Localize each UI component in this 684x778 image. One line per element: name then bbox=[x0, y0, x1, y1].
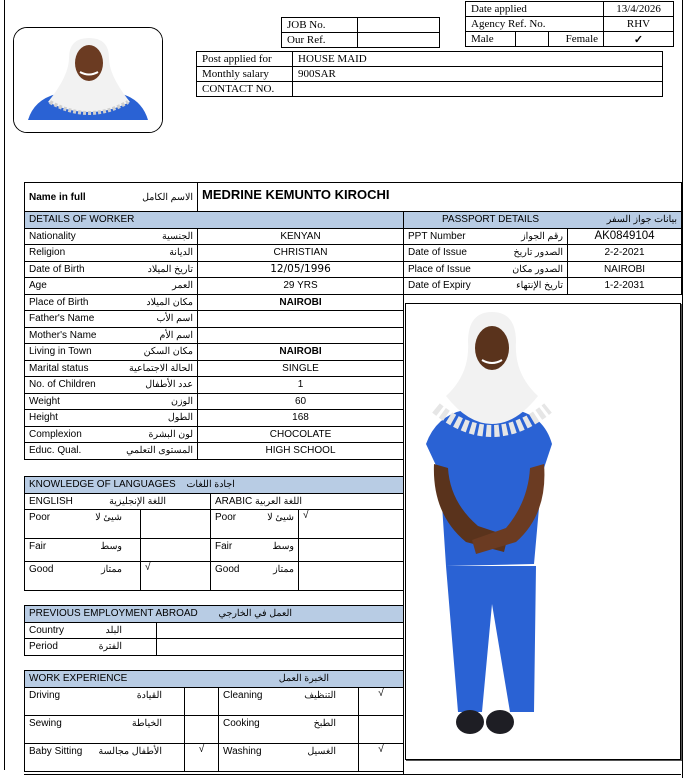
detail-row bbox=[25, 245, 404, 262]
age-value: 29 YRS bbox=[198, 278, 404, 295]
level-label-en: Good bbox=[215, 564, 240, 575]
application-info-table bbox=[465, 1, 674, 47]
name-label-cell bbox=[25, 183, 198, 212]
job-ref-table bbox=[281, 17, 440, 48]
level-label-en: Fair bbox=[29, 541, 47, 552]
level-label-ar: ممتاز bbox=[101, 564, 122, 575]
worker-details-table bbox=[24, 211, 404, 460]
date-of-birth-value: 12/05/1996 bbox=[198, 261, 404, 278]
detail-label-ar: العمر bbox=[172, 280, 193, 292]
detail-row bbox=[25, 344, 404, 361]
detail-label-ar: الحالة الاجتماعية bbox=[129, 362, 193, 374]
detail-label-en: Nationality bbox=[29, 230, 76, 242]
detail-label-en: Weight bbox=[29, 395, 60, 407]
portrait-photo bbox=[13, 27, 163, 133]
religion-value: CHRISTIAN bbox=[198, 245, 404, 262]
weight-value: 60 bbox=[198, 393, 404, 410]
detail-label-ar: المستوى التعلمي bbox=[126, 445, 193, 457]
detail-label-ar: الجنسية bbox=[162, 230, 193, 242]
english-fair-check[interactable] bbox=[141, 539, 211, 562]
passport-row bbox=[404, 261, 682, 278]
passport-label-ar: رقم الجواز bbox=[521, 230, 563, 242]
language-level-row bbox=[25, 562, 404, 591]
work-experience-title-ar: الخبرة العمل bbox=[278, 673, 329, 685]
worker-details-title: DETAILS OF WORKER bbox=[25, 212, 404, 229]
passport-title-cell bbox=[404, 212, 682, 229]
period-value bbox=[157, 639, 404, 656]
detail-label-en: Date of Birth bbox=[29, 263, 85, 275]
date-applied-label: Date applied bbox=[466, 2, 604, 17]
languages-table bbox=[24, 476, 404, 591]
detail-label-ar: عدد الأطفال bbox=[145, 379, 193, 391]
full-name-value: MEDRINE KEMUNTO KIROCHI bbox=[198, 183, 682, 212]
education-value: HIGH SCHOOL bbox=[198, 443, 404, 460]
passport-label-en: Date of Expiry bbox=[408, 280, 471, 292]
male-label: Male bbox=[466, 32, 516, 47]
detail-label-en: Religion bbox=[29, 247, 66, 259]
post-applied-value: HOUSE MAID bbox=[293, 52, 663, 67]
skill-label-en: Driving bbox=[29, 689, 61, 701]
level-label-en: Good bbox=[29, 564, 54, 575]
agency-ref-label: Agency Ref. No. bbox=[466, 17, 604, 32]
detail-row bbox=[25, 327, 404, 344]
passport-label-en: Date of Issue bbox=[408, 247, 467, 259]
arabic-label-ar: اللغة العربية bbox=[255, 495, 302, 507]
work-experience-row bbox=[25, 687, 404, 715]
employment-label-ar: البلد bbox=[105, 624, 122, 636]
mothers-name-value bbox=[198, 327, 404, 344]
passport-label-ar: الصدور مكان bbox=[512, 263, 563, 275]
skill-label-en: Cleaning bbox=[223, 689, 263, 701]
detail-label-en: Place of Birth bbox=[29, 296, 89, 308]
detail-row bbox=[25, 360, 404, 377]
previous-employment-title-en: PREVIOUS EMPLOYMENT ABROAD bbox=[29, 608, 198, 620]
passport-title-en: PASSPORT DETAILS bbox=[442, 214, 540, 226]
detail-label-en: Age bbox=[29, 280, 47, 292]
driving-check[interactable] bbox=[185, 687, 219, 715]
detail-row bbox=[25, 426, 404, 443]
english-label: ENGLISH bbox=[29, 495, 73, 507]
level-label-en: Poor bbox=[215, 512, 237, 523]
complexion-value: CHOCOLATE bbox=[198, 426, 404, 443]
english-poor-check[interactable] bbox=[141, 510, 211, 539]
detail-label-ar: تاريخ الميلاد bbox=[147, 263, 193, 275]
detail-label-ar: لون البشرة bbox=[148, 428, 193, 440]
detail-label-ar: مكان الميلاد bbox=[146, 296, 193, 308]
date-of-issue-value: 2-2-2021 bbox=[568, 245, 682, 262]
height-value: 168 bbox=[198, 410, 404, 427]
detail-label-en: Father's Name bbox=[29, 313, 95, 325]
skill-label-en: Sewing bbox=[29, 717, 62, 729]
date-applied-value: 13/4/2026 bbox=[604, 2, 674, 17]
male-checkbox[interactable] bbox=[516, 32, 549, 47]
passport-row bbox=[404, 228, 682, 245]
name-table bbox=[24, 182, 682, 212]
detail-row bbox=[25, 443, 404, 460]
our-ref-field[interactable] bbox=[358, 33, 440, 48]
passport-row bbox=[404, 245, 682, 262]
arabic-poor-check[interactable]: √ bbox=[299, 510, 404, 539]
monthly-salary-label: Monthly salary bbox=[197, 67, 293, 82]
work-experience-row bbox=[25, 743, 404, 771]
language-level-row bbox=[25, 510, 404, 539]
nationality-value: KENYAN bbox=[198, 228, 404, 245]
detail-row bbox=[25, 228, 404, 245]
detail-row bbox=[25, 261, 404, 278]
languages-title-en: KNOWLEDGE OF LANGUAGES bbox=[29, 479, 176, 491]
skill-label-ar: القيادة bbox=[136, 689, 162, 701]
monthly-salary-value: 900SAR bbox=[293, 67, 663, 82]
passport-row bbox=[404, 278, 682, 295]
languages-title-cell bbox=[25, 477, 404, 494]
detail-row bbox=[25, 294, 404, 311]
detail-label-en: Complexion bbox=[29, 428, 82, 440]
previous-employment-title-ar: العمل في الخارجي bbox=[218, 608, 293, 620]
detail-label-en: Educ. Qual. bbox=[29, 445, 82, 457]
level-label-ar: وسط bbox=[100, 541, 122, 552]
page-border-right bbox=[682, 0, 683, 778]
skill-label-ar: الأطفال مجالسة bbox=[98, 745, 162, 757]
passport-label-ar: الصدور تاريخ bbox=[513, 247, 563, 259]
detail-label-ar: الديانة bbox=[169, 247, 193, 259]
work-experience-title-en: WORK EXPERIENCE bbox=[29, 673, 128, 685]
employment-row bbox=[25, 622, 404, 639]
detail-label-en: Living in Town bbox=[29, 346, 92, 358]
level-label-ar: وسط bbox=[272, 541, 294, 552]
arabic-good-check[interactable] bbox=[299, 562, 404, 591]
detail-label-ar: مكان السكن bbox=[143, 346, 193, 358]
passport-details-table bbox=[403, 211, 682, 295]
contact-no-value bbox=[293, 82, 663, 97]
level-label-ar: شيئ لا bbox=[95, 512, 122, 523]
children-value: 1 bbox=[198, 377, 404, 394]
post-applied-table bbox=[196, 51, 663, 97]
passport-label-en: PPT Number bbox=[408, 230, 466, 242]
employment-row bbox=[25, 639, 404, 656]
passport-title-ar: بيانات جواز السفر bbox=[606, 214, 677, 226]
arabic-label: ARABIC bbox=[215, 495, 253, 507]
name-label-en: Name in full bbox=[29, 191, 86, 203]
passport-label-ar: تاريخ الإنتهاء bbox=[516, 280, 563, 292]
employment-label-en: Period bbox=[29, 641, 58, 653]
place-of-issue-value: NAIROBI bbox=[568, 261, 682, 278]
passport-label-en: Place of Issue bbox=[408, 263, 471, 275]
english-good-check[interactable]: √ bbox=[141, 562, 211, 591]
detail-row bbox=[25, 278, 404, 295]
place-of-birth-value: NAIROBI bbox=[198, 294, 404, 311]
detail-label-en: Mother's Name bbox=[29, 329, 97, 341]
baby-sitting-check[interactable]: √ bbox=[185, 743, 219, 771]
employment-label-en: Country bbox=[29, 624, 65, 636]
detail-row bbox=[25, 410, 404, 427]
employment-label-ar: الفترة bbox=[98, 641, 122, 653]
detail-label-ar: اسم الأم bbox=[159, 329, 193, 341]
washing-check[interactable]: √ bbox=[359, 743, 404, 771]
sewing-check[interactable] bbox=[185, 715, 219, 743]
bottom-rule bbox=[24, 774, 681, 775]
previous-employment-title-cell bbox=[25, 606, 404, 623]
country-value bbox=[157, 622, 404, 639]
job-no-label: JOB No. bbox=[282, 18, 358, 33]
date-of-expiry-value: 1-2-2031 bbox=[568, 278, 682, 295]
detail-label-ar: الطول bbox=[167, 412, 193, 424]
detail-label-ar: اسم الأب bbox=[156, 313, 193, 325]
skill-label-en: Washing bbox=[223, 745, 262, 757]
page-border-left bbox=[4, 0, 5, 770]
full-body-image-icon bbox=[406, 304, 681, 760]
languages-title-ar: اجادة اللغات bbox=[186, 479, 235, 491]
job-no-field[interactable] bbox=[358, 18, 440, 33]
skill-label-ar: الخياطة bbox=[131, 717, 162, 729]
level-label-en: Fair bbox=[215, 541, 233, 552]
our-ref-label: Our Ref. bbox=[282, 33, 358, 48]
female-label: Female bbox=[549, 32, 604, 47]
name-label-ar: الاسم الكامل bbox=[142, 191, 193, 203]
level-label-en: Poor bbox=[29, 512, 51, 523]
contact-no-label: CONTACT NO. bbox=[197, 82, 293, 97]
detail-row bbox=[25, 393, 404, 410]
detail-label-ar: الوزن bbox=[170, 395, 193, 407]
previous-employment-table bbox=[24, 605, 404, 656]
detail-label-en: No. of Children bbox=[29, 379, 96, 391]
cooking-check[interactable] bbox=[359, 715, 404, 743]
detail-row bbox=[25, 311, 404, 328]
skill-label-en: Baby Sitting bbox=[29, 745, 83, 757]
work-experience-table bbox=[24, 670, 404, 772]
female-checkbox[interactable]: ✓ bbox=[604, 32, 674, 47]
work-experience-title-cell bbox=[25, 671, 404, 688]
detail-row bbox=[25, 377, 404, 394]
detail-label-en: Height bbox=[29, 412, 58, 424]
english-label-ar: اللغة الإنجليزية bbox=[109, 495, 166, 507]
skill-label-ar: الطبخ bbox=[313, 717, 336, 729]
level-label-ar: شيئ لا bbox=[267, 512, 294, 523]
portrait-image-icon bbox=[14, 28, 163, 133]
full-body-photo bbox=[405, 303, 681, 760]
skill-label-ar: الغسيل bbox=[307, 745, 336, 757]
living-in-town-value: NAIROBI bbox=[198, 344, 404, 361]
cleaning-check[interactable]: √ bbox=[359, 687, 404, 715]
skill-label-en: Cooking bbox=[223, 717, 260, 729]
arabic-fair-check[interactable] bbox=[299, 539, 404, 562]
level-label-ar: ممتاز bbox=[273, 564, 294, 575]
agency-ref-value: RHV bbox=[604, 17, 674, 32]
work-experience-row bbox=[25, 715, 404, 743]
language-level-row bbox=[25, 539, 404, 562]
fathers-name-value bbox=[198, 311, 404, 328]
post-applied-label: Post applied for bbox=[197, 52, 293, 67]
detail-label-en: Marital status bbox=[29, 362, 89, 374]
skill-label-ar: التنظيف bbox=[304, 689, 336, 701]
ppt-number-value: AK0849104 bbox=[568, 228, 682, 245]
marital-status-value: SINGLE bbox=[198, 360, 404, 377]
